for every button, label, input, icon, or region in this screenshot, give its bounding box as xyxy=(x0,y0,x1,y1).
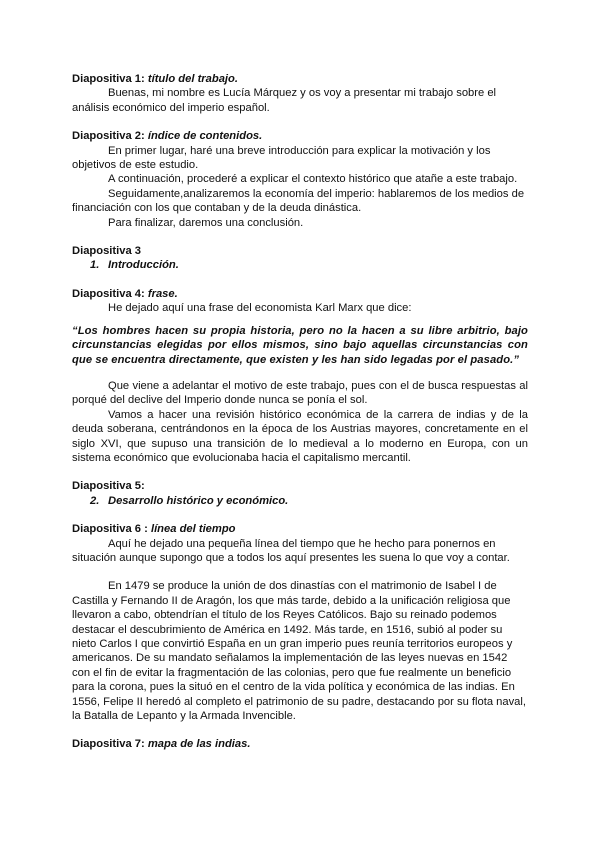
list-number: 1. xyxy=(90,259,100,272)
slide-6-heading xyxy=(72,522,528,536)
list-text: Introducción. xyxy=(108,259,179,272)
paragraph: A continuación, procederé a explicar el contexto histórico que atañe a este trabajo. xyxy=(108,173,518,186)
document-body xyxy=(72,72,528,766)
marx-quote: “Los hombres hacen su propia historia, pero no la hacen a su libre arbitrio, bajo circunstancias elegidas por ellos mismos, sino bajo aquellas circunstancias con que se encuentra directamente, que existen y les han sido legadas por el pasado.” xyxy=(72,324,528,366)
slide-2-section xyxy=(72,129,528,230)
slide-label: Diapositiva 7: xyxy=(72,738,145,751)
slide-4-heading xyxy=(72,287,528,301)
slide-label: Diapositiva 3 xyxy=(72,245,142,258)
slide-3-section xyxy=(72,244,528,273)
paragraph: Vamos a hacer una revisión histórico económica de la carrera de indias y de la deuda soberana, centrándonos en la época de los Austrias mayores, concretamente en el siglo XVI, que supuso una transición de lo medieval a lo moderno en Europa, con un sistema económico que evolucionaba hacia el capitalismo mercantil. xyxy=(72,408,528,464)
slide-title: título del trabajo. xyxy=(147,73,238,85)
slide-1-heading xyxy=(72,72,528,86)
slide-7-section xyxy=(72,737,528,751)
paragraph: En primer lugar, haré una breve introducción para explicar la motivación y los objetivos de este estudio. xyxy=(72,144,491,172)
slide-title: línea del tiempo xyxy=(150,523,236,536)
numbered-list-item xyxy=(72,494,528,508)
paragraph: Buenas, mi nombre es Lucía Márquez y os voy a presentar mi trabajo sobre el análisis económico del imperio español. xyxy=(72,87,497,114)
slide-label: Diapositiva 5: xyxy=(72,480,145,493)
paragraph: He dejado aquí una frase del economista Karl Marx que dice: xyxy=(108,302,412,315)
slide-label: Diapositiva 2: xyxy=(72,130,145,143)
paragraph: Aquí he dejado una pequeña línea del tiempo que he hecho para ponernos en situación aunque supongo que a todos los aquí presentes les suena lo que voy a contar. xyxy=(72,537,510,564)
slide-7-heading xyxy=(72,737,528,751)
slide-3-heading xyxy=(72,244,528,258)
slide-label: Diapositiva 1: xyxy=(72,73,145,85)
paragraph: Que viene a adelantar el motivo de este trabajo, pues con el de busca respuestas al porqué del declive del Imperio donde nunca se ponía el sol. xyxy=(72,379,528,407)
slide-6-section xyxy=(72,522,528,723)
slide-5-section xyxy=(72,479,528,508)
paragraph-gap xyxy=(72,565,528,579)
slide-label: Diapositiva 4: xyxy=(72,287,145,300)
slide-title: mapa de las indias. xyxy=(147,738,251,751)
numbered-list-item xyxy=(72,258,528,272)
list-text: Desarrollo histórico y económico. xyxy=(108,494,289,507)
paragraph: Para finalizar, daremos una conclusión. xyxy=(108,216,304,229)
paragraph: En 1479 se produce la unión de dos dinastías con el matrimonio de Isabel I de Castilla y Fernando II de Aragón, los que más tarde, debido a la unificación religiosa que llevaron a cabo, obtendrían el título de los Reyes Católicos. Bajo su reinado podemos destacar el descubrimiento de América en 1492. Más tarde, en 1516, subió al poder su nieto Carlos I que convirtió España en un gran imperio pues reunía territorios europeos y americanos. De su mandato señalamos la implementación de las leyes nuevas en 1542 con el fin de evitar la fragmentación de las colonias, pero que fue realmente un beneficio para la corona, pues la situó en el centro de la vida política y económica de las indias. En 1556, Felipe II heredó al completo el patrimonio de su padre, destacando por su flota naval, la Batalla de Lepanto y la Armada Invencible. xyxy=(72,580,527,723)
slide-title: índice de contenidos. xyxy=(147,130,263,143)
slide-5-heading xyxy=(72,479,528,493)
slide-1-section xyxy=(72,72,528,115)
slide-title: frase. xyxy=(147,287,178,300)
list-number: 2. xyxy=(90,494,100,507)
slide-2-heading xyxy=(72,129,528,143)
slide-4-section xyxy=(72,287,528,465)
slide-label: Diapositiva 6 : xyxy=(72,523,148,536)
paragraph: Seguidamente,analizaremos la economía del imperio: hablaremos de los medios de financiación con los que contaban y de la deuda dinástica. xyxy=(72,187,525,215)
